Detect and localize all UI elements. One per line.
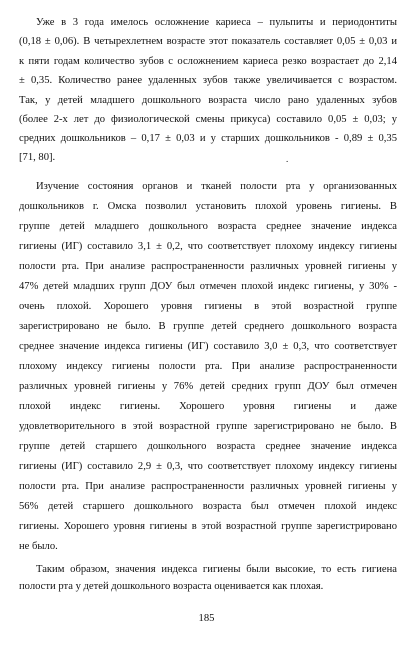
paragraph-2-line-7: очень плохой. Хорошего уровня гигиены в этой возрастной группе (19, 301, 397, 312)
paragraph-2-line-14: группе детей старшего дошкольного возраста среднее значение индекса (19, 441, 397, 452)
paragraph-2-line-18: гигиены. Хорошего уровня гигиены в этой возрастной группе зарегистрировано (19, 521, 397, 532)
paragraph-1-line-8: [71, 80]. (19, 152, 56, 163)
paragraph-2-line-17: 56% детей старшего дошкольного возраста был отмечен плохой индекс (19, 501, 397, 512)
paragraph-2-line-13: удовлетворительного в этой возрастной группе зарегистрировано не было. В (19, 421, 397, 432)
paragraph-2-line-2: дошкольников г. Омска позволил установить плохой уровень гигиены. В (19, 201, 397, 212)
paragraph-2-line-1: Изучение состояния органов и тканей полости рта у организованных (36, 181, 397, 192)
paragraph-2-line-12: плохой индекс гигиены. Хорошего уровня гигиены и даже (19, 401, 397, 412)
paragraph-2-line-19: не было. (19, 541, 58, 552)
paragraph-2-line-11: различных уровней гигиены у 76% детей средних групп ДОУ был отмечен (19, 381, 397, 392)
paragraph-2-line-15: гигиены (ИГ) составило 2,9 ± 0,3, что соответствует плохому индексу гигиены (19, 461, 397, 472)
paragraph-2-line-9: среднее значение индекса гигиены (ИГ) составило 3,0 ± 0,3, что соответствует (19, 341, 397, 352)
paragraph-1-line-3: к пяти годам количество зубов с осложнением кариеса резко возрастает до 2,14 (19, 56, 397, 67)
paragraph-1-line-1: Уже в 3 года имелось осложнение кариеса – пульпиты и периодонтиты (36, 17, 397, 28)
paragraph-2-line-3: группе детей младшего дошкольного возраста среднее значение индекса (19, 221, 397, 232)
paragraph-2-line-6: 47% детей младших групп ДОУ был отмечен плохой индекс гигиены, у 30% - (19, 281, 397, 292)
paragraph-2-line-5: полости рта. При анализе распространенности различных уровней гигиены у (19, 261, 397, 272)
paragraph-2-line-10: плохому индексу гигиены полости рта. При анализе распространенности (19, 361, 397, 372)
paragraph-3-line-2: полости рта у детей дошкольного возраста оценивается как плохая. (19, 581, 324, 592)
paragraph-1-line-4: ± 0,35. Количество ранее удаленных зубов также увеличивается с возрастом. (19, 75, 397, 86)
paragraph-2-line-4: гигиены (ИГ) составило 3,1 ± 0,2, что соответствует плохому индексу гигиены (19, 241, 397, 252)
paragraph-2-line-8: зарегистрировано не было. В группе детей среднего дошкольного возраста (19, 321, 397, 332)
paragraph-1-line-2: (0,18 ± 0,06). В четырехлетнем возрасте этот показатель составляет 0,05 ± 0,03 и (19, 36, 397, 47)
stray-mark: . (286, 154, 289, 164)
paragraph-1-line-6: (более 2-х лет до физиологической смены прикуса) составило 0,05 ± 0,03; у (19, 114, 397, 125)
paragraph-2-line-16: полости рта. При анализе распространенности различных уровней гигиены у (19, 481, 397, 492)
paragraph-3-line-1: Таким образом, значения индекса гигиены были высокие, то есть гигиена (36, 564, 397, 575)
paragraph-1-line-5: Так, у детей младшего дошкольного возраста число рано удаленных зубов (19, 95, 397, 106)
page-number: 185 (198, 613, 215, 624)
paragraph-1-line-7: средних дошкольников – 0,17 ± 0,03 и у старших дошкольников - 0,89 ± 0,35 (19, 133, 397, 144)
